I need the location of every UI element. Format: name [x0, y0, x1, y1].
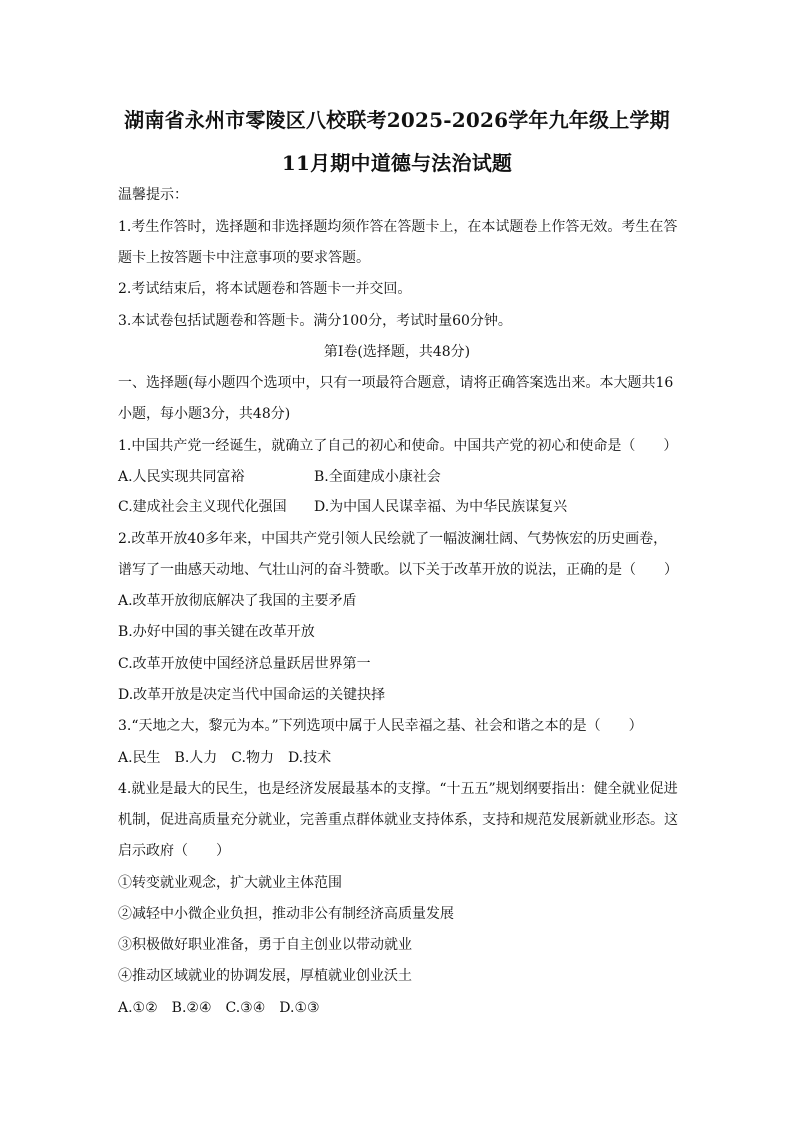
q3-stem: 3.“天地之大，黎元为本。”下列选项中属于人民幸福之基、社会和谐之本的是（ ） [118, 718, 643, 734]
q1-option-c: C.建成社会主义现代化强国 [118, 499, 287, 515]
q4-statement-3: ③积极做好职业准备，勇于自主创业以带动就业 [118, 937, 412, 953]
q2-stem-line1: 2.改革开放40多年来，中国共产党引领人民绘就了一幅波澜壮阔、气势恢宏的历史画卷， [118, 531, 668, 547]
q2-stem-line2: 谱写了一曲感天动地、气壮山河的奋斗赞歌。以下关于改革开放的说法，正确的是（ ） [118, 562, 678, 578]
q1-option-a: A.人民实现共同富裕 [118, 469, 245, 485]
q2-option-b: B.办好中国的事关键在改革开放 [118, 624, 315, 640]
q3-options: A.民生 B.人力 C.物力 D.技术 [118, 750, 332, 766]
q1-stem: 1.中国共产党一经诞生，就确立了自己的初心和使命。中国共产党的初心和使命是（ ） [118, 438, 678, 454]
q1-option-b: B.全面建成小康社会 [314, 469, 441, 485]
section-instruction-line1: 一、选择题(每小题四个选项中，只有一项最符合题意，请将正确答案选出来。本大题共16 [118, 375, 674, 391]
tips-heading: 温馨提示： [118, 187, 188, 203]
tip-1-line1: 1.考生作答时，选择题和非选择题均须作答在答题卡上，在本试题卷上作答无效。考生在答 [118, 219, 678, 235]
exam-title-line2: 11月期中道德与法治试题 [281, 151, 513, 175]
q2-option-c: C.改革开放使中国经济总量跃居世界第一 [118, 656, 371, 672]
tip-3: 3.本试卷包括试题卷和答题卡。满分100分，考试时量60分钟。 [118, 313, 512, 329]
q4-stem-line2: 机制，促进高质量充分就业，完善重点群体就业支持体系，支持和规范发展新就业形态。这 [118, 812, 678, 828]
q4-stem-line1: 4.就业是最大的民生，也是经济发展最基本的支撑。“十五五”规划纲要指出：健全就业促进 [118, 781, 678, 797]
part-title: 第Ⅰ卷(选择题，共48分) [323, 344, 471, 360]
q2-option-d: D.改革开放是决定当代中国命运的关键抉择 [118, 687, 386, 703]
q1-option-d: D.为中国人民谋幸福、为中华民族谋复兴 [314, 499, 568, 515]
q4-statement-4: ④推动区域就业的协调发展，厚植就业创业沃土 [118, 968, 412, 984]
q4-statement-2: ②减轻中小微企业负担，推动非公有制经济高质量发展 [118, 906, 454, 922]
q4-statement-1: ①转变就业观念，扩大就业主体范围 [118, 875, 342, 891]
section-instruction-line2: 小题，每小题3分，共48分) [118, 406, 291, 422]
tip-2: 2.考试结束后，将本试题卷和答题卡一并交回。 [118, 281, 412, 297]
exam-title-line1: 湖南省永州市零陵区八校联考2025-2026学年九年级上学期 [124, 108, 670, 132]
q4-stem-line3: 启示政府（ ） [118, 843, 230, 859]
q4-options: A.①② B.②④ C.③④ D.①③ [118, 1000, 320, 1016]
q2-option-a: A.改革开放彻底解决了我国的主要矛盾 [118, 593, 357, 609]
tip-1-line2: 题卡上按答题卡中注意事项的要求答题。 [118, 250, 370, 266]
